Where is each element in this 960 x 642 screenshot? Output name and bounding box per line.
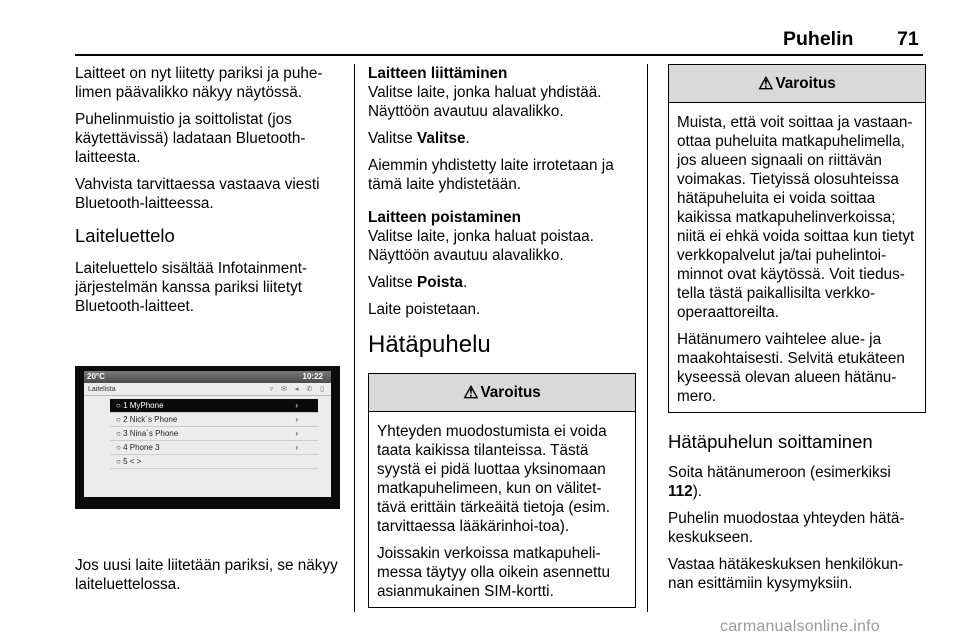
warning-header: [369, 374, 635, 412]
device-list-item[interactable]: ○ 2 Nick´s Phone ›: [110, 413, 318, 427]
paragraph: Vastaa hätäkeskuksen henkilökun-nan esittämiin kysymyksiin.: [668, 556, 904, 592]
paragraph: Puhelin muodostaa yhteyden hätä-keskukseen.: [668, 510, 905, 546]
warning-triangle-icon: ⚠: [463, 383, 479, 402]
warning-box: [368, 373, 636, 608]
column-divider-1: [354, 64, 355, 612]
device-list-item[interactable]: ○ 4 Phone 3 ›: [110, 441, 318, 455]
watermark: carmanualsonline.info: [720, 618, 880, 635]
column-3: [668, 64, 926, 601]
device-list-title: Laitelista: [88, 386, 116, 393]
paragraph: Valitse laite, jonka haluat yhdistää. Näyttöön avautuu alavalikko.: [368, 84, 602, 120]
section-heading-emergency: Hätäpuhelu: [368, 331, 491, 358]
infotainment-screen: [75, 366, 340, 509]
device-list: [110, 399, 318, 469]
temperature-readout: 20°C: [87, 372, 105, 381]
warning-text: Joissakin verkoissa matkapuheli-messa täytyy olla oikein asennettu asianmukainen SIM-kortti.: [377, 545, 610, 600]
chevron-right-icon: ›: [295, 443, 298, 452]
warning-header: [669, 65, 925, 103]
paragraph: Valitse Valitse.: [368, 130, 470, 147]
page-number: 71: [897, 28, 919, 50]
paragraph: Laite poistetaan.: [368, 301, 481, 318]
chevron-right-icon: ›: [295, 415, 298, 424]
device-list-item[interactable]: ○ 3 Nina´s Phone ›: [110, 427, 318, 441]
section-heading-device-list: Laiteluettelo: [75, 225, 175, 246]
paragraph: Valitse laite, jonka haluat poistaa. Näyttöön avautuu alavalikko.: [368, 228, 594, 264]
paragraph: Vahvista tarvittaessa vastaava viesti Bluetooth-laitteessa.: [75, 176, 320, 212]
clock-readout: 10:22: [302, 372, 323, 381]
warning-text: Hätänumero vaihtelee alue- ja maakohtaisesti. Selvitä etukäteen kyseessä olevan alueen hätänu-mero.: [677, 331, 905, 405]
subheading-connect: Laitteen liittäminen: [368, 65, 508, 82]
chevron-right-icon: ›: [295, 401, 298, 410]
subheading-remove: Laitteen poistaminen: [368, 209, 521, 226]
warning-body: [369, 412, 635, 607]
paragraph: Laiteluettelo sisältää Infotainment-järjestelmän kanssa pariksi liitetyt Bluetooth-laitteet.: [75, 260, 308, 315]
screen-subheader: [84, 383, 331, 396]
column-1: [75, 64, 343, 602]
warning-text: Muista, että voit soittaa ja vastaan-ottaa puheluita matkapuhelimella, jos alueen signaali on riittävän voimakas. Tietyissä olosuhteissa hätäpuheluita ei voida soittaa kaikissa matkapuhelinverkoissa; niitä ei ehkä voida soittaa kun tietyt verkkopalvelut ja/tai puhelintoi-minnot ovat käytössä. Voit tiedus-tella tästä paikallisilta verkko-operaattoreilta.: [677, 114, 915, 321]
paragraph: Puhelinmuistio ja soittolistat (jos käytettävissä) ladataan Bluetooth-laitteesta.: [75, 111, 306, 166]
column-2: [368, 64, 636, 608]
device-list-item[interactable]: ○ 1 MyPhone ›: [110, 399, 318, 413]
paragraph: Valitse Poista.: [368, 274, 468, 291]
screen-content: [84, 371, 331, 497]
paragraph: Soita hätänumeroon (esimerkiksi 112).: [668, 464, 891, 500]
warning-box: [668, 64, 926, 413]
page-title: Puhelin: [783, 28, 854, 50]
warning-label: Varoitus: [775, 75, 836, 92]
paragraph: Jos uusi laite liitetään pariksi, se näkyy laiteluettelossa.: [75, 557, 338, 593]
warning-body: [669, 103, 925, 412]
warning-label: Varoitus: [480, 384, 541, 401]
chevron-right-icon: ›: [295, 429, 298, 438]
section-heading-calling: Hätäpuhelun soittaminen: [668, 431, 873, 452]
column-divider-2: [647, 64, 648, 612]
header-rule: [75, 54, 923, 56]
paragraph: Laitteet on nyt liitetty pariksi ja puhe-limen päävalikko näkyy näytössä.: [75, 65, 323, 101]
device-list-screenshot: [75, 334, 340, 542]
status-icons: ▿ ✉ ◂ ✆ ▯: [269, 386, 327, 393]
page-header: [0, 0, 960, 58]
screen-status-bar: [84, 371, 331, 383]
device-list-item[interactable]: ○ 5 < >: [110, 455, 318, 469]
warning-text: Yhteyden muodostumista ei voida taata kaikissa tilanteissa. Tästä syystä ei pidä luottaa yksinomaan matkapuhelimeen, kun on välitet-tävä erittäin tärkeäitä tietoja (esim. tarvittaessa lääkärinhoi-toa).: [377, 423, 610, 535]
warning-triangle-icon: ⚠: [758, 74, 774, 93]
paragraph: Aiemmin yhdistetty laite irrotetaan ja tämä laite yhdistetään.: [368, 157, 614, 193]
